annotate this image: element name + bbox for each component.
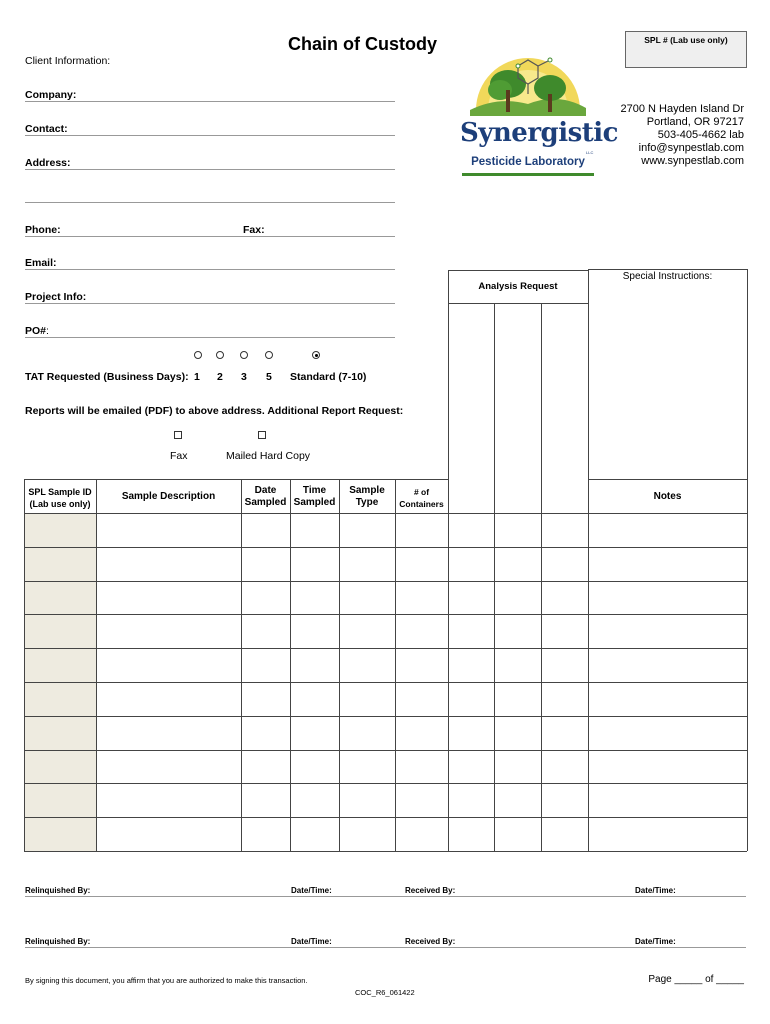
reports-label: Reports will be emailed (PDF) to above address. Additional Report Request: [25, 405, 404, 417]
header-containers [395, 486, 448, 510]
tat-option-2: 2 [217, 371, 223, 383]
po-label-text: PO# [25, 325, 47, 337]
email-label: Email: [25, 257, 57, 269]
project-field[interactable] [25, 303, 395, 304]
table-row[interactable] [97, 717, 747, 750]
header-time [290, 485, 339, 509]
spl-id-cell[interactable] [24, 513, 96, 547]
disclaimer-text: By signing this document, you affirm that you are authorized to make this transaction. [25, 976, 308, 985]
logo-underline [462, 173, 594, 176]
header-date [241, 485, 290, 509]
form-code: COC_R6_061422 [355, 988, 415, 997]
address-field-line1[interactable] [25, 169, 395, 170]
table-row[interactable] [97, 784, 747, 817]
analysis-request-label: Analysis Request [478, 281, 558, 292]
spl-id-cell[interactable] [24, 614, 96, 648]
header-type [339, 485, 395, 509]
header-time-line1: Time [302, 485, 327, 496]
address-field-line2[interactable] [25, 202, 395, 203]
company-label: Company: [25, 89, 77, 101]
notes-top-border [588, 479, 747, 480]
special-top-border [588, 269, 747, 270]
page-number: Page _____ of _____ [648, 974, 744, 985]
po-label-colon: : [46, 325, 49, 337]
tat-label: TAT Requested (Business Days): [25, 371, 189, 383]
received-label-2: Received By: [405, 937, 456, 946]
table-row[interactable] [97, 683, 747, 716]
table-right-border [747, 269, 748, 851]
fax-checkbox[interactable] [174, 431, 182, 439]
special-instructions-label: Special Instructions: [622, 271, 713, 282]
table-row[interactable] [97, 751, 747, 784]
header-spl-id-line1: SPL Sample ID [28, 487, 92, 497]
spl-id-cell[interactable] [24, 716, 96, 750]
mailed-copy-checkbox[interactable] [258, 431, 266, 439]
header-containers-line2: Containers [399, 499, 444, 509]
tat-radio-3[interactable] [240, 351, 248, 359]
header-type-line1: Sample [349, 485, 385, 496]
table-row[interactable] [97, 615, 747, 648]
lab-phone: 503-405-4662 lab [657, 129, 744, 141]
email-field[interactable] [25, 269, 395, 270]
analysis-header-border [448, 303, 588, 304]
company-field[interactable] [25, 101, 395, 102]
lab-address-block [620, 103, 744, 168]
spl-id-cell[interactable] [24, 682, 96, 716]
spl-id-cell[interactable] [24, 648, 96, 682]
client-info-label: Client Information: [25, 55, 111, 67]
phone-fax-field[interactable] [25, 236, 395, 237]
spl-box-label: SPL # (Lab use only) [644, 35, 728, 45]
table-row[interactable] [97, 582, 747, 615]
fax-label: Fax: [243, 224, 265, 236]
table-row[interactable] [97, 548, 747, 581]
spl-id-cell[interactable] [24, 783, 96, 817]
page-title: Chain of Custody [288, 34, 437, 54]
relinquished-label-2: Relinquished By: [25, 937, 91, 946]
table-top-border [24, 479, 448, 480]
signature-line-2[interactable] [25, 947, 746, 948]
header-notes: Notes [653, 491, 682, 502]
fax-option-label: Fax [170, 450, 188, 462]
lab-address-line2: Portland, OR 97217 [646, 116, 744, 128]
datetime-label-1: Date/Time: [291, 886, 332, 895]
table-row-line [24, 851, 747, 852]
logo-name: Synergistic [460, 118, 618, 148]
datetime-label-2: Date/Time: [635, 886, 676, 895]
phone-label: Phone: [25, 224, 61, 236]
tat-radio-standard[interactable] [312, 351, 320, 359]
table-row[interactable] [97, 818, 747, 851]
tat-radio-1[interactable] [194, 351, 202, 359]
po-label [25, 325, 49, 337]
datetime-label-4: Date/Time: [635, 937, 676, 946]
spl-id-cell[interactable] [24, 817, 96, 851]
header-spl-id [24, 486, 96, 510]
header-description: Sample Description [121, 491, 216, 502]
special-instructions-field[interactable] [589, 284, 745, 478]
header-spl-id-line2: (Lab use only) [29, 499, 91, 509]
received-label-1: Received By: [405, 886, 456, 895]
signature-line-1[interactable] [25, 896, 746, 897]
lab-email: info@synpestlab.com [638, 142, 744, 154]
analysis-top-border [448, 270, 588, 271]
header-containers-line1: # of [413, 487, 430, 497]
header-date-line2: Sampled [244, 497, 287, 508]
spl-number-box[interactable] [625, 31, 747, 68]
table-col-line [24, 479, 25, 851]
datetime-label-3: Date/Time: [291, 937, 332, 946]
relinquished-label-1: Relinquished By: [25, 886, 91, 895]
header-time-line2: Sampled [293, 497, 336, 508]
tat-option-1: 1 [194, 371, 200, 383]
tat-option-standard: Standard (7-10) [290, 371, 367, 383]
project-label: Project Info: [25, 291, 87, 303]
lab-website: www.synpestlab.com [641, 155, 744, 167]
tat-radio-5[interactable] [265, 351, 273, 359]
mailed-copy-option-label: Mailed Hard Copy [226, 450, 311, 462]
lab-logo [458, 52, 618, 182]
logo-llc: LLC [586, 150, 594, 155]
lab-address-line1: 2700 N Hayden Island Dr [620, 103, 744, 115]
spl-id-cell[interactable] [24, 547, 96, 581]
table-row[interactable] [97, 514, 747, 547]
header-date-line1: Date [254, 485, 277, 496]
table-row[interactable] [97, 649, 747, 682]
tat-option-5: 5 [266, 371, 272, 383]
contact-field[interactable] [25, 135, 395, 136]
tat-radio-2[interactable] [216, 351, 224, 359]
contact-label: Contact: [25, 123, 68, 135]
address-label: Address: [25, 157, 71, 169]
po-field[interactable] [25, 337, 395, 338]
logo-subtitle: Pesticide Laboratory [471, 156, 585, 168]
header-type-line2: Type [355, 497, 379, 508]
spl-id-cell[interactable] [24, 581, 96, 615]
tat-option-3: 3 [241, 371, 247, 383]
spl-id-cell[interactable] [24, 750, 96, 784]
